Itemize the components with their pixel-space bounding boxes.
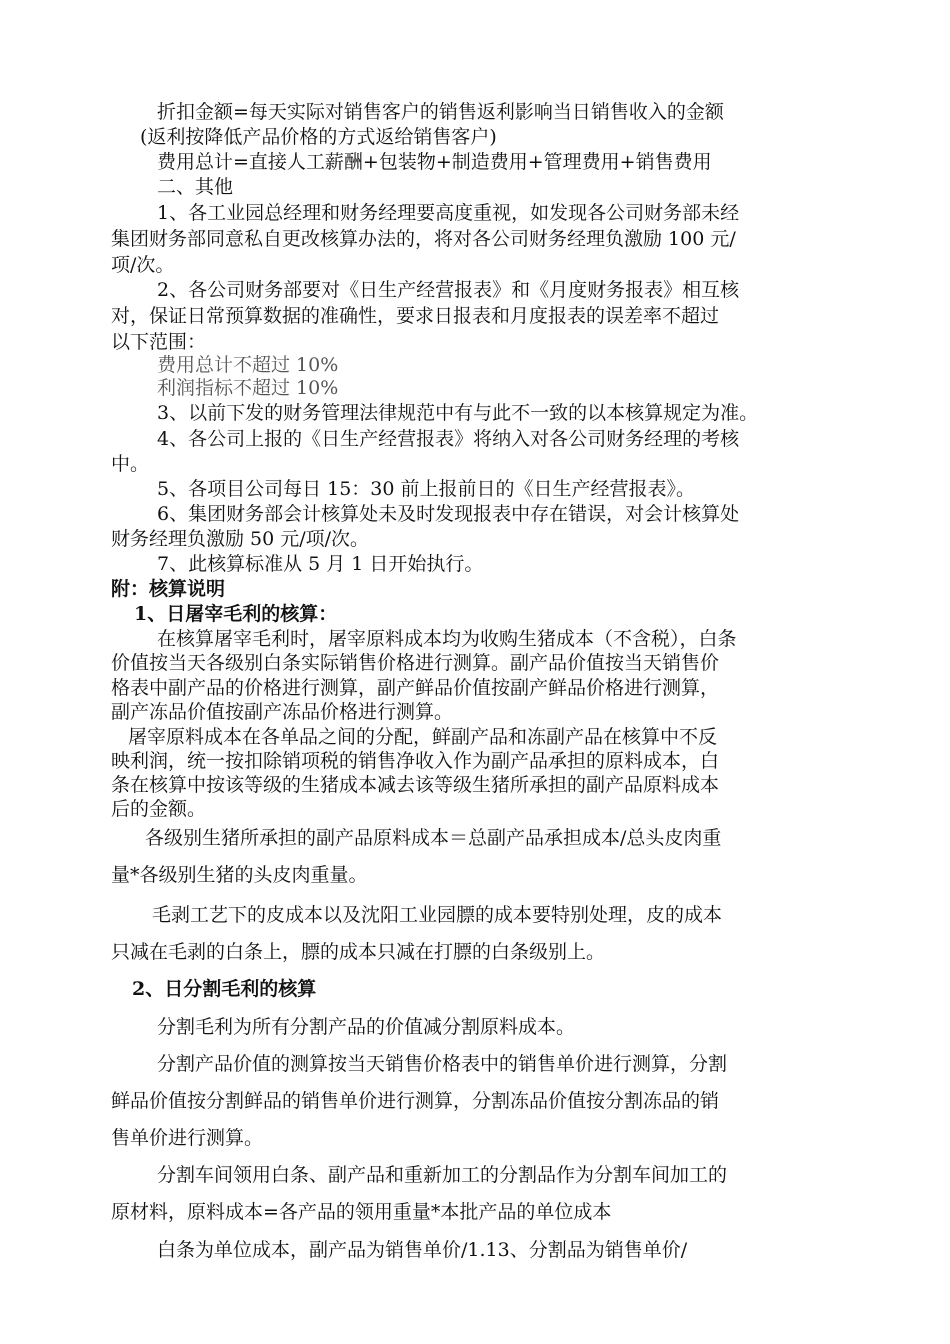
text-line: 5、各项目公司每日 15：30 前上报前日的《日生产经营报表》。 (157, 478, 696, 500)
text-line: 3、以前下发的财务管理法律规范中有与此不一致的以本核算规定为准。 (157, 402, 759, 424)
text-line: 格表中副产品的价格进行测算，副产鲜品价值按副产鲜品价格进行测算， (111, 677, 720, 699)
text-line: 原材料，原料成本=各产品的领用重量*本批产品的单位成本 (111, 1201, 612, 1223)
text-line: 条在核算中按该等级的生猪成本减去该等级生猪所承担的副产品原料成本 (111, 774, 720, 796)
text-line: 分割车间领用白条、副产品和重新加工的分割品作为分割车间加工的 (157, 1164, 728, 1186)
section-heading: 二、其他 (157, 176, 234, 198)
text-line: 财务经理负激励 50 元/项/次。 (111, 528, 370, 550)
appendix-heading: 附：核算说明 (111, 578, 226, 600)
text-line: 映利润，统一按扣除销项税的销售净收入作为副产品承担的原料成本，白 (111, 750, 720, 772)
text-line: 量*各级别生猪的头皮肉重量。 (111, 864, 368, 886)
text-line: 4、各公司上报的《日生产经营报表》将纳入对各公司财务经理的考核 (157, 428, 740, 450)
text-line: 对，保证日常预算数据的准确性，要求日报表和月度报表的误差率不超过 (111, 305, 720, 327)
text-line: 售单价进行测算。 (111, 1127, 264, 1149)
text-line: 2、各公司财务部要对《日生产经营报表》和《月度财务报表》相互核 (157, 279, 740, 301)
text-line: 费用总计=直接人工薪酬+包装物+制造费用+管理费用+销售费用 (157, 151, 712, 173)
text-line: 副产冻品价值按副产冻品价格进行测算。 (111, 701, 454, 723)
text-line: 价值按当天各级别白条实际销售价格进行测算。副产品价值按当天销售价 (111, 652, 720, 674)
text-line: 费用总计不超过 10% (157, 354, 339, 376)
text-line: (返利按降低产品价格的方式返给销售客户) (140, 126, 497, 148)
text-line: 在核算屠宰毛利时，屠宰原料成本均为收购生猪成本（不含税），白条 (157, 628, 737, 650)
text-line: 分割产品价值的测算按当天销售价格表中的销售单价进行测算，分割 (157, 1053, 728, 1075)
text-line: 分割毛利为所有分割产品的价值减分割原料成本。 (157, 1016, 576, 1038)
text-line: 7、此核算标准从 5 月 1 日开始执行。 (157, 553, 484, 575)
text-line: 鲜品价值按分割鲜品的销售单价进行测算，分割冻品价值按分割冻品的销 (111, 1090, 720, 1112)
text-line: 利润指标不超过 10% (157, 377, 339, 399)
subsection-heading: 2、日分割毛利的核算 (132, 978, 317, 1000)
text-line: 折扣金额=每天实际对销售客户的销售返利影响当日销售收入的金额 (157, 101, 724, 123)
text-line: 1、各工业园总经理和财务经理要高度重视，如发现各公司财务部未经 (157, 202, 740, 224)
text-line: 集团财务部同意私自更改核算办法的，将对各公司财务经理负激励 100 元/ (111, 228, 736, 250)
text-line: 屠宰原料成本在各单品之间的分配，鲜副产品和冻副产品在核算中不反 (128, 726, 718, 748)
text-line: 项/次。 (111, 254, 175, 276)
text-line: 后的金额。 (111, 798, 207, 820)
text-line: 6、集团财务部会计核算处未及时发现报表中存在错误，对会计核算处 (157, 503, 740, 525)
text-line: 以下范围： (111, 331, 207, 353)
text-line: 毛剥工艺下的皮成本以及沈阳工业园膘的成本要特别处理，皮的成本 (152, 904, 723, 926)
subsection-heading: 1、日屠宰毛利的核算： (134, 603, 338, 625)
text-line: 只减在毛剥的白条上，膘的成本只减在打膘的白条级别上。 (111, 941, 606, 963)
text-line: 中。 (111, 453, 150, 475)
text-line: 各级别生猪所承担的副产品原料成本＝总副产品承担成本/总头皮肉重 (145, 827, 722, 849)
text-line: 白条为单位成本，副产品为销售单价/1.13、分割品为销售单价/ (157, 1239, 688, 1261)
